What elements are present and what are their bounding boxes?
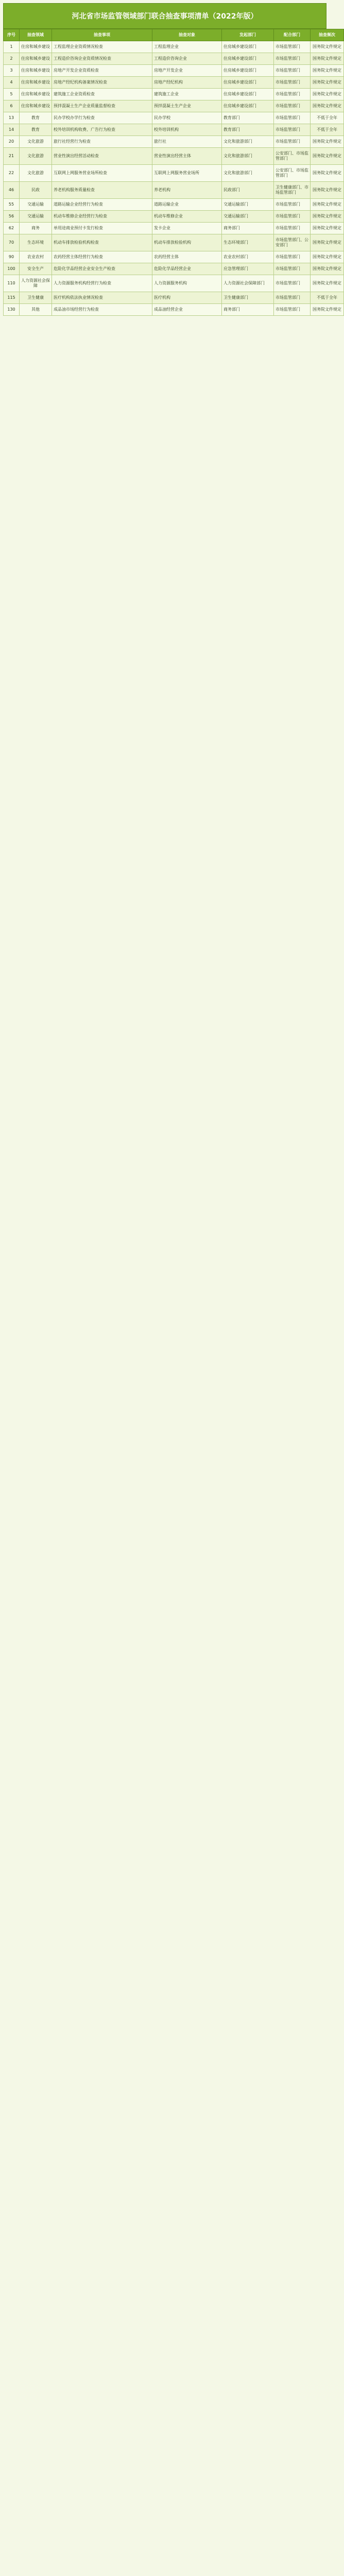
cell-coop-department: 市场监管部门	[274, 292, 311, 304]
cell-field: 住房和城乡建设	[20, 53, 52, 65]
cell-no: 110	[4, 275, 20, 292]
cell-coop-department: 市场监管部门	[274, 41, 311, 53]
cell-field: 教育	[20, 124, 52, 136]
cell-lead-department: 卫生健康部门	[222, 292, 274, 304]
table-row	[4, 77, 344, 89]
cell-no: 21	[4, 148, 20, 165]
cell-coop-department: 市场监管部门	[274, 136, 311, 148]
cell-item: 房地产开发企业资质检查	[52, 65, 152, 77]
cell-no: 56	[4, 211, 20, 223]
cell-frequency: 国务院文件规定	[311, 136, 344, 148]
cell-coop-department: 公安部门、市场监管部门	[274, 148, 311, 165]
table-row	[4, 148, 344, 165]
cell-frequency: 国务院文件规定	[311, 199, 344, 211]
cell-object: 营业性演出经营主体	[152, 148, 222, 165]
cell-item: 校外培训机构收费、广告行为检查	[52, 124, 152, 136]
cell-coop-department: 公安部门、市场监管部门	[274, 165, 311, 182]
cell-frequency: 国务院文件规定	[311, 223, 344, 234]
cell-item: 互联网上网服务营业场所检查	[52, 165, 152, 182]
cell-frequency: 国务院文件规定	[311, 148, 344, 165]
header-no: 序号	[4, 29, 20, 41]
cell-item: 农药经营主体经营行为检查	[52, 251, 152, 263]
cell-frequency: 国务院文件规定	[311, 41, 344, 53]
cell-item: 机动车排放检验机构检查	[52, 234, 152, 251]
cell-lead-department: 交通运输部门	[222, 211, 274, 223]
cell-coop-department: 市场监管部门	[274, 304, 311, 316]
cell-object: 工程监理企业	[152, 41, 222, 53]
cell-object: 人力资源服务机构	[152, 275, 222, 292]
cell-no: 62	[4, 223, 20, 234]
table-body	[4, 41, 344, 316]
table-row	[4, 182, 344, 199]
cell-lead-department: 民政部门	[222, 182, 274, 199]
cell-lead-department: 商务部门	[222, 304, 274, 316]
cell-frequency: 不低于全年	[311, 112, 344, 124]
cell-lead-department: 文化和旅游部门	[222, 148, 274, 165]
cell-lead-department: 商务部门	[222, 223, 274, 234]
cell-no: 4	[4, 77, 20, 89]
cell-item: 成品油市场经营行为检查	[52, 304, 152, 316]
table-row	[4, 65, 344, 77]
cell-frequency: 不低于全年	[311, 292, 344, 304]
cell-coop-department: 市场监管部门	[274, 124, 311, 136]
cell-object: 机动车排放检验机构	[152, 234, 222, 251]
cell-lead-department: 农业农村部门	[222, 251, 274, 263]
cell-frequency: 国务院文件规定	[311, 165, 344, 182]
cell-coop-department: 市场监管部门	[274, 112, 311, 124]
header-frequency: 抽查频次	[311, 29, 344, 41]
cell-object: 成品油经营企业	[152, 304, 222, 316]
cell-coop-department: 市场监管部门	[274, 100, 311, 112]
cell-object: 发卡企业	[152, 223, 222, 234]
cell-item: 预拌混凝土生产企业质量监督检查	[52, 100, 152, 112]
cell-coop-department: 市场监管部门	[274, 223, 311, 234]
cell-field: 文化旅游	[20, 165, 52, 182]
cell-field: 文化旅游	[20, 148, 52, 165]
table-row	[4, 251, 344, 263]
cell-lead-department: 住房城乡建设部门	[222, 100, 274, 112]
cell-no: 6	[4, 100, 20, 112]
cell-frequency: 国务院文件规定	[311, 234, 344, 251]
cell-coop-department: 市场监管部门	[274, 199, 311, 211]
cell-lead-department: 住房城乡建设部门	[222, 41, 274, 53]
table-row	[4, 89, 344, 100]
cell-item: 工程造价咨询企业资质情况检查	[52, 53, 152, 65]
table-row	[4, 223, 344, 234]
cell-item: 单用途商业预付卡发行检查	[52, 223, 152, 234]
table-row	[4, 136, 344, 148]
cell-object: 旅行社	[152, 136, 222, 148]
cell-field: 交通运输	[20, 199, 52, 211]
cell-object: 建筑施工企业	[152, 89, 222, 100]
cell-no: 130	[4, 304, 20, 316]
cell-no: 13	[4, 112, 20, 124]
cell-lead-department: 人力资源社会保障部门	[222, 275, 274, 292]
header-object: 抽查对象	[152, 29, 222, 41]
cell-object: 医疗机构	[152, 292, 222, 304]
cell-no: 100	[4, 263, 20, 275]
cell-field: 住房和城乡建设	[20, 77, 52, 89]
cell-item: 机动车维修企业经营行为检查	[52, 211, 152, 223]
cell-no: 70	[4, 234, 20, 251]
cell-item: 道路运输企业经营行为检查	[52, 199, 152, 211]
cell-item: 工程监理企业资质情况检查	[52, 41, 152, 53]
cell-field: 住房和城乡建设	[20, 100, 52, 112]
cell-object: 互联网上网服务营业场所	[152, 165, 222, 182]
cell-field: 卫生健康	[20, 292, 52, 304]
cell-lead-department: 住房城乡建设部门	[222, 89, 274, 100]
page-title: 河北省市场监管领域部门联合抽查事项清单（2022年版）	[3, 3, 326, 29]
cell-frequency: 国务院文件规定	[311, 77, 344, 89]
cell-object: 房地产开发企业	[152, 65, 222, 77]
table-header-row	[4, 29, 344, 41]
cell-object: 预拌混凝土生产企业	[152, 100, 222, 112]
cell-item: 民办学校办学行为检查	[52, 112, 152, 124]
table-row	[4, 304, 344, 316]
cell-field: 安全生产	[20, 263, 52, 275]
cell-item: 旅行社经营行为检查	[52, 136, 152, 148]
cell-item: 人力资源服务机构经营行为检查	[52, 275, 152, 292]
table-row	[4, 199, 344, 211]
cell-object: 农药经营主体	[152, 251, 222, 263]
cell-field: 民政	[20, 182, 52, 199]
cell-field: 商务	[20, 223, 52, 234]
cell-field: 住房和城乡建设	[20, 65, 52, 77]
cell-no: 46	[4, 182, 20, 199]
cell-coop-department: 市场监管部门	[274, 211, 311, 223]
cell-lead-department: 住房城乡建设部门	[222, 65, 274, 77]
cell-no: 22	[4, 165, 20, 182]
cell-lead-department: 住房城乡建设部门	[222, 53, 274, 65]
cell-object: 道路运输企业	[152, 199, 222, 211]
cell-field: 农业农村	[20, 251, 52, 263]
cell-lead-department: 教育部门	[222, 112, 274, 124]
cell-frequency: 国务院文件规定	[311, 100, 344, 112]
cell-frequency: 国务院文件规定	[311, 263, 344, 275]
cell-item: 养老机构服务质量检查	[52, 182, 152, 199]
table-row	[4, 41, 344, 53]
table-row	[4, 234, 344, 251]
cell-object: 危险化学品经营企业	[152, 263, 222, 275]
cell-field: 交通运输	[20, 211, 52, 223]
table-row	[4, 165, 344, 182]
cell-frequency: 国务院文件规定	[311, 275, 344, 292]
table-row	[4, 53, 344, 65]
table-row	[4, 275, 344, 292]
cell-coop-department: 市场监管部门	[274, 77, 311, 89]
cell-frequency: 国务院文件规定	[311, 53, 344, 65]
table-row	[4, 292, 344, 304]
cell-object: 机动车维修企业	[152, 211, 222, 223]
table-row	[4, 124, 344, 136]
cell-coop-department: 市场监管部门、公安部门	[274, 234, 311, 251]
cell-field: 其他	[20, 304, 52, 316]
inspection-table	[3, 29, 344, 316]
cell-no: 14	[4, 124, 20, 136]
cell-lead-department: 生态环境部门	[222, 234, 274, 251]
header-field: 抽查领域	[20, 29, 52, 41]
cell-coop-department: 市场监管部门	[274, 251, 311, 263]
table-row	[4, 211, 344, 223]
cell-no: 5	[4, 89, 20, 100]
cell-frequency: 不低于全年	[311, 124, 344, 136]
cell-no: 3	[4, 65, 20, 77]
cell-object: 民办学校	[152, 112, 222, 124]
cell-item: 医疗机构依法执业情况检查	[52, 292, 152, 304]
cell-item: 建筑施工企业资质检查	[52, 89, 152, 100]
cell-object: 工程造价咨询企业	[152, 53, 222, 65]
cell-field: 文化旅游	[20, 136, 52, 148]
cell-field: 人力资源社会保障	[20, 275, 52, 292]
cell-frequency: 国务院文件规定	[311, 182, 344, 199]
cell-field: 住房和城乡建设	[20, 41, 52, 53]
cell-coop-department: 市场监管部门	[274, 65, 311, 77]
cell-item: 房地产经纪机构备案情况检查	[52, 77, 152, 89]
cell-frequency: 国务院文件规定	[311, 89, 344, 100]
cell-field: 住房和城乡建设	[20, 89, 52, 100]
cell-field: 生态环境	[20, 234, 52, 251]
cell-frequency: 国务院文件规定	[311, 304, 344, 316]
header-coop-department: 配合部门	[274, 29, 311, 41]
cell-lead-department: 应急管理部门	[222, 263, 274, 275]
cell-lead-department: 住房城乡建设部门	[222, 77, 274, 89]
header-item: 抽查事项	[52, 29, 152, 41]
cell-coop-department: 卫生健康部门、市场监管部门	[274, 182, 311, 199]
cell-no: 115	[4, 292, 20, 304]
cell-lead-department: 教育部门	[222, 124, 274, 136]
cell-no: 55	[4, 199, 20, 211]
header-lead-department: 发起部门	[222, 29, 274, 41]
cell-coop-department: 市场监管部门	[274, 89, 311, 100]
cell-coop-department: 市场监管部门	[274, 263, 311, 275]
table-row	[4, 100, 344, 112]
cell-no: 90	[4, 251, 20, 263]
cell-coop-department: 市场监管部门	[274, 53, 311, 65]
cell-item: 危险化学品经营企业安全生产检查	[52, 263, 152, 275]
cell-frequency: 国务院文件规定	[311, 211, 344, 223]
cell-coop-department: 市场监管部门	[274, 275, 311, 292]
cell-lead-department: 文化和旅游部门	[222, 136, 274, 148]
cell-frequency: 国务院文件规定	[311, 251, 344, 263]
cell-lead-department: 交通运输部门	[222, 199, 274, 211]
cell-item: 营业性演出经营活动检查	[52, 148, 152, 165]
cell-no: 20	[4, 136, 20, 148]
cell-object: 校外培训机构	[152, 124, 222, 136]
table-row	[4, 112, 344, 124]
cell-object: 养老机构	[152, 182, 222, 199]
cell-no: 1	[4, 41, 20, 53]
cell-object: 房地产经纪机构	[152, 77, 222, 89]
cell-no: 2	[4, 53, 20, 65]
cell-lead-department: 文化和旅游部门	[222, 165, 274, 182]
cell-field: 教育	[20, 112, 52, 124]
table-row	[4, 263, 344, 275]
page	[0, 0, 341, 319]
cell-frequency: 国务院文件规定	[311, 65, 344, 77]
